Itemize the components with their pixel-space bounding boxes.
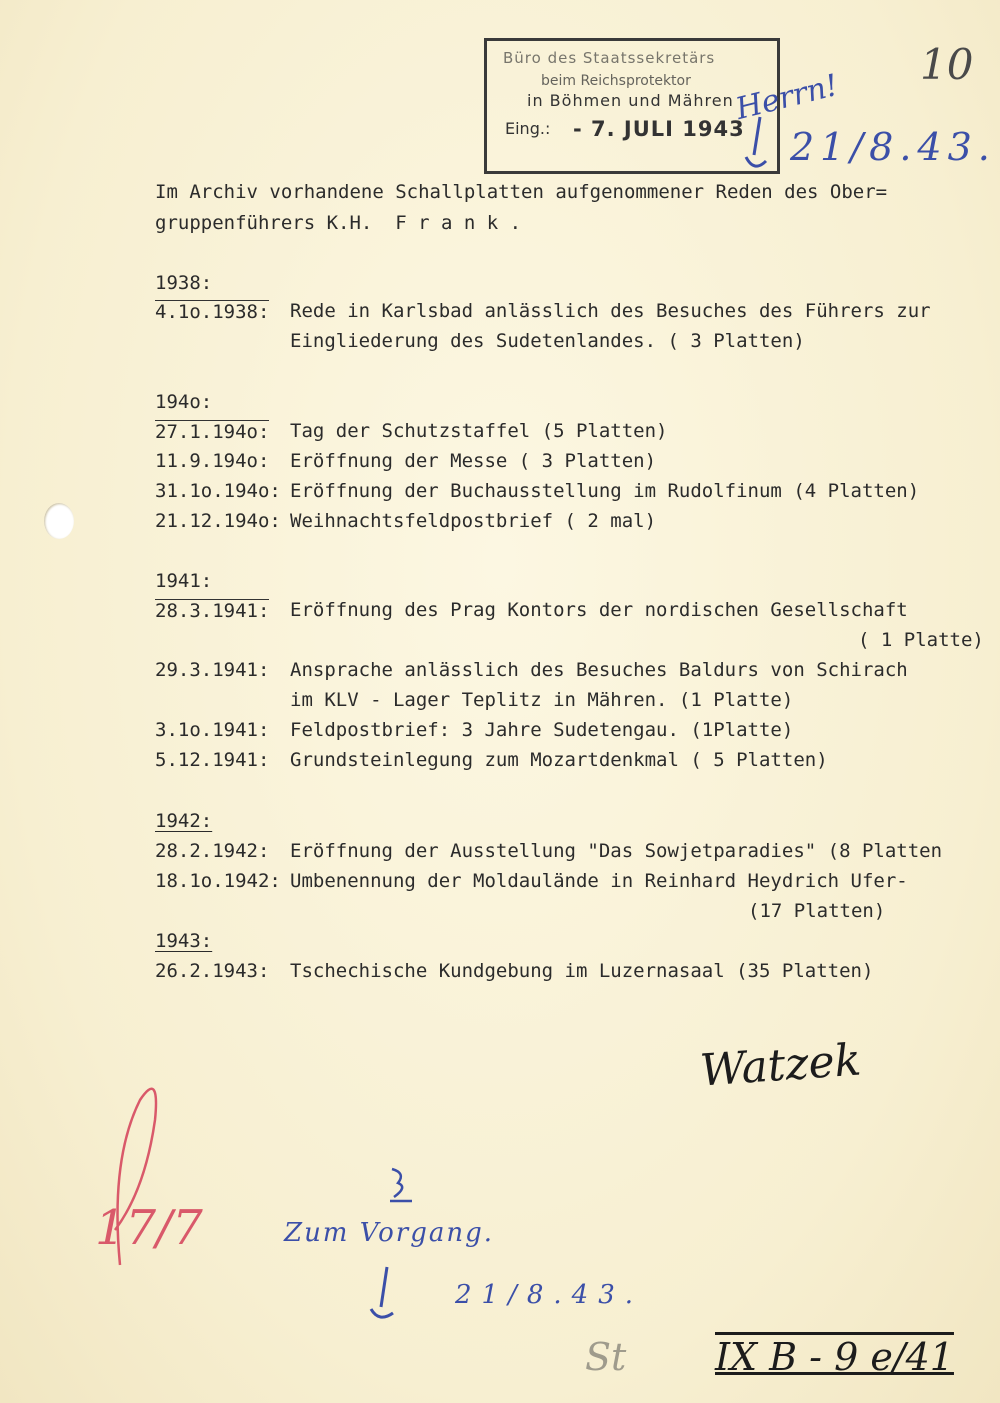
signature: Watzek xyxy=(698,1034,863,1097)
blue-date: 21/8.43. xyxy=(455,1280,643,1310)
entry-date: 26.2.1943: xyxy=(155,960,270,982)
blue-paraph-icon xyxy=(365,1265,405,1325)
stamp-received-label: Eing.: xyxy=(505,119,551,138)
year-heading-1938: 1938: xyxy=(155,272,213,294)
year-heading-1943: 1943: xyxy=(155,930,213,952)
entry-text: Eröffnung der Messe ( 3 Platten) xyxy=(290,450,657,472)
entry-date: 4.1o.1938: xyxy=(155,301,270,323)
entry-text-cont: im KLV - Lager Teplitz in Mähren. (1 Platte) xyxy=(290,689,794,711)
entry-text: Feldpostbrief: 3 Jahre Sudetengau. (1Platte) xyxy=(290,719,794,741)
entry-text: Eröffnung der Buchausstellung im Rudolfinum (4 Platten) xyxy=(290,480,920,502)
entry-text: Tag der Schutzstaffel (5 Platten) xyxy=(290,420,668,442)
entry-text: Eröffnung der Ausstellung "Das Sowjetparadies" (8 Platten xyxy=(290,840,943,862)
entry-text: Eröffnung des Prag Kontors der nordischen Gesellschaft xyxy=(290,599,908,621)
entry-date: 28.3.1941: xyxy=(155,600,270,622)
year-heading-1942: 1942: xyxy=(155,810,213,832)
file-reference: IX B - 9 e/41 xyxy=(715,1335,954,1379)
entry-text: Weihnachtsfeldpostbrief ( 2 mal) xyxy=(290,510,657,532)
entry-text-cont: (17 Platten) xyxy=(748,900,886,922)
entry-text: Grundsteinlegung zum Mozartdenkmal ( 5 Platten) xyxy=(290,749,828,771)
entry-text: Rede in Karlsbad anlässlich des Besuches des Führers zur xyxy=(290,300,931,322)
entry-text: Umbenennung der Moldauländе in Reinhard Heydrich Ufer- xyxy=(290,870,908,892)
top-right-date: 21/8.43. xyxy=(790,125,996,169)
red-note: 17/7 xyxy=(95,1200,203,1256)
blue-initial-mark-icon xyxy=(386,1165,416,1205)
heading-line-2: gruppenführers K.H. F r a n k . xyxy=(155,212,522,234)
entry-date: 21.12.194o: xyxy=(155,510,281,532)
heading-line-1: Im Archiv vorhandene Schallplatten aufgenommener Reden des Ober= xyxy=(155,181,888,203)
entry-date: 27.1.194o: xyxy=(155,421,270,443)
entry-date: 29.3.1941: xyxy=(155,659,270,681)
year-heading-1940: 194o: xyxy=(155,391,213,413)
entry-date: 3.1o.1941: xyxy=(155,719,270,741)
entry-text-cont: ( 1 Platte) xyxy=(858,629,984,651)
entry-text: Tschechische Kundgebung im Luzernasaal (35 Platten) xyxy=(290,960,874,982)
entry-text-cont: Eingliederung des Sudetenlandes. ( 3 Platten) xyxy=(290,330,805,352)
entry-text: Ansprache anlässlich des Besuches Baldurs von Schirach xyxy=(290,659,908,681)
stamp-line-2: beim Reichsprotektor xyxy=(541,73,691,89)
entry-date: 28.2.1942: xyxy=(155,840,270,862)
blue-note: Zum Vorgang. xyxy=(284,1218,494,1248)
stamp-received-date: - 7. JULI 1943 xyxy=(573,117,745,141)
entry-date: 31.1o.194o: xyxy=(155,480,281,502)
entry-date: 11.9.194o: xyxy=(155,450,270,472)
entry-date: 5.12.1941: xyxy=(155,749,270,771)
stamp-line-1: Büro des Staatssekretärs xyxy=(503,49,716,67)
punch-hole xyxy=(44,503,74,539)
stamp-line-3: in Böhmen und Mähren xyxy=(527,91,734,110)
year-heading-1941: 1941: xyxy=(155,570,213,592)
page-number: 10 xyxy=(920,40,974,89)
entry-date: 18.1o.1942: xyxy=(155,870,281,892)
grey-stamp: St xyxy=(585,1335,627,1379)
top-right-note: Herrn! xyxy=(732,67,842,128)
paraph-mark-icon xyxy=(740,115,780,175)
